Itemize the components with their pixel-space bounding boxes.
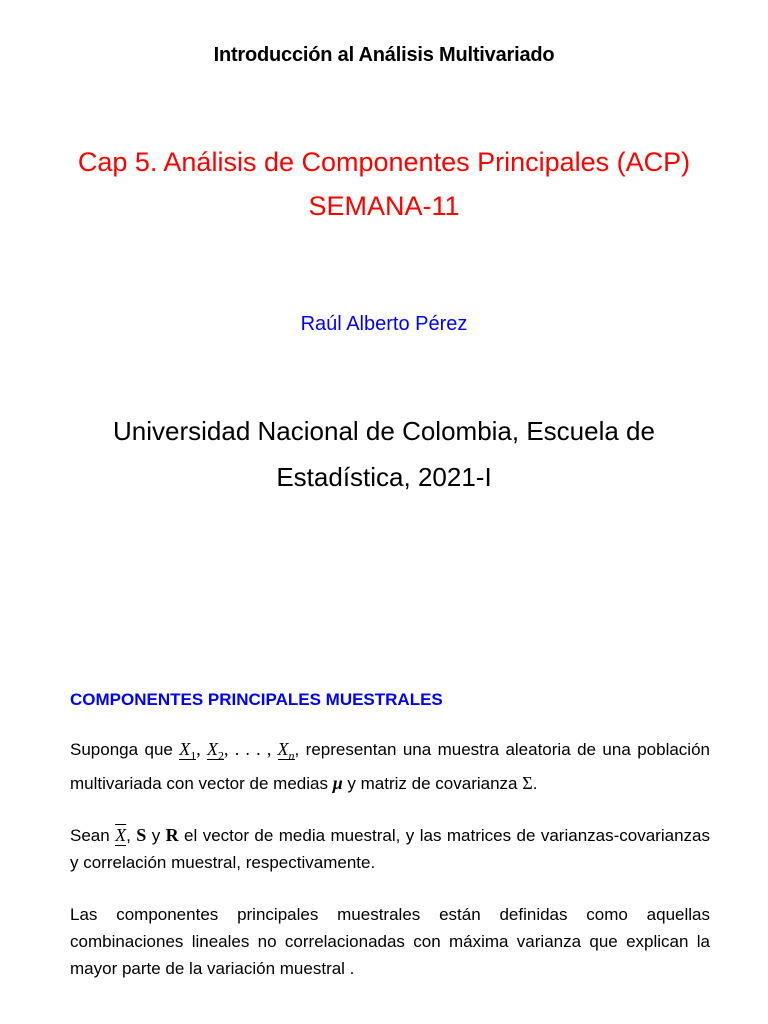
course-title: Introducción al Análisis Multivariado <box>213 44 555 66</box>
institution-line-1: Universidad Nacional de Colombia, Escuela de <box>113 416 655 446</box>
institution-line-2: Estadística, 2021-I <box>276 462 492 492</box>
slide-content <box>70 690 710 1007</box>
author-name: Raúl Alberto Pérez <box>300 313 468 335</box>
math-x1: $X_1$ <box>179 739 197 763</box>
math-x2: $X_2$ <box>207 739 224 763</box>
math-xn: $X_n$ <box>277 739 295 763</box>
paragraph-sean: Sean $\overline{X}$, S y R el vector de media muestral, y las matrices de varianzas-covarianzas y correlación muestral, respectivamente. <box>70 824 710 872</box>
math-mu: μ <box>332 772 343 793</box>
section-heading: COMPONENTES PRINCIPALES MUESTRALES <box>70 690 443 709</box>
math-s: S <box>136 824 147 845</box>
math-r: R <box>165 824 179 845</box>
chapter-line-2: SEMANA-11 <box>308 191 460 221</box>
institution <box>0 408 768 500</box>
paragraph-sample: Suponga que $X_1$, $X_2$, . . . , $X_n$, representan una muestra aleatoria de una población multivariada con vector de medias μ y matriz de covarianza Σ. <box>70 739 710 793</box>
math-sigma: Σ <box>522 772 533 793</box>
chapter-line-1: Cap 5. Análisis de Componentes Principales (ACP) <box>77 147 691 177</box>
paragraph-definition: Las componentes principales muestrales están definidas como aquellas combinaciones lineales no correlacionadas con máxima varianza que explican la mayor parte de la variación muestral . <box>70 904 710 978</box>
chapter-title <box>0 140 768 228</box>
math-xbar: $\overline{X}$ <box>115 824 127 845</box>
